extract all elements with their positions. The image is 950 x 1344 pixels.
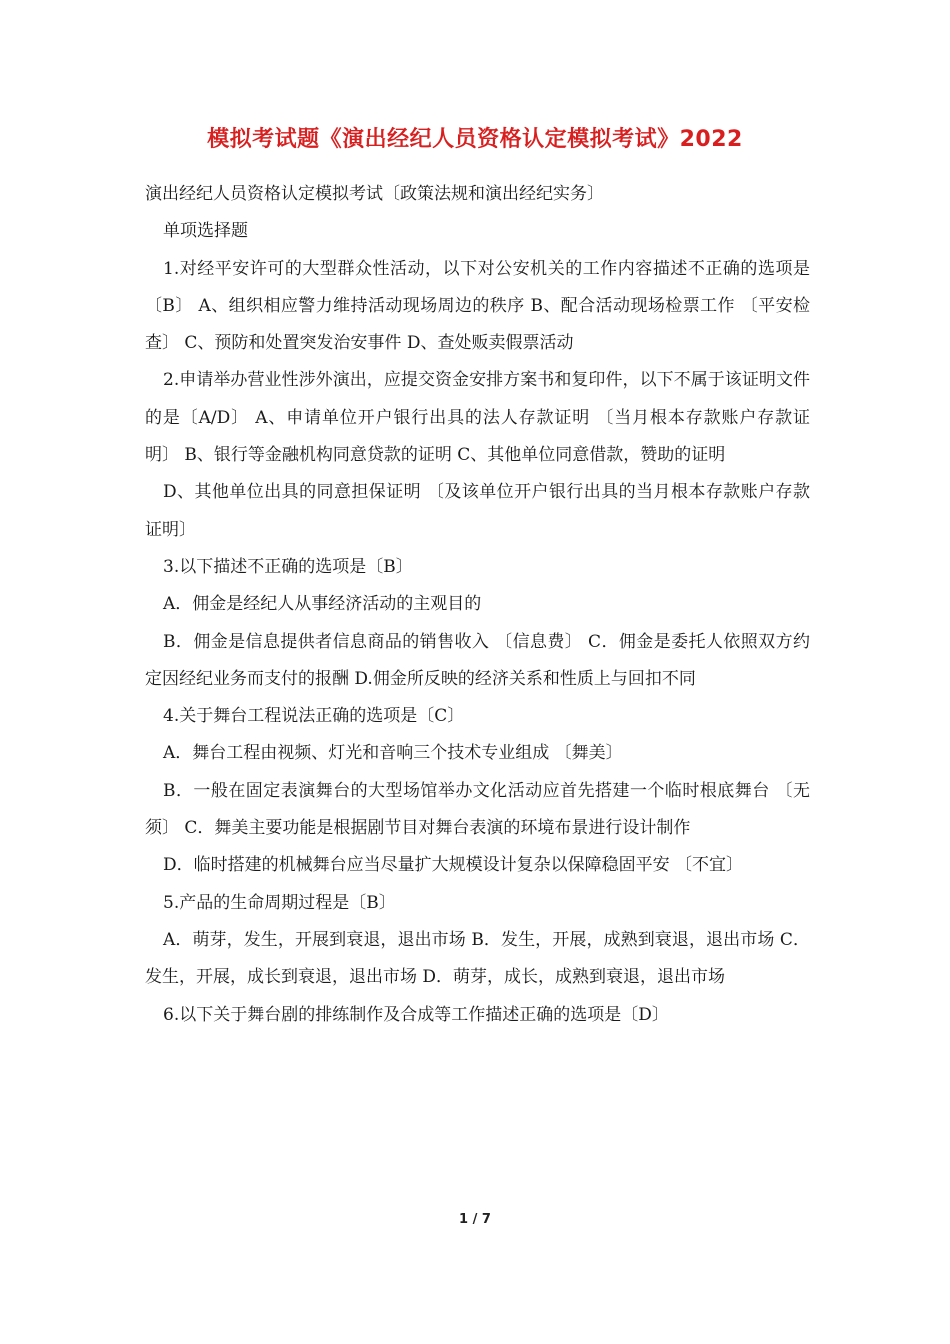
paragraph-question-5-options: A．萌芽，发生，开展到衰退，退出市场 B．发生，开展，成熟到衰退，退出市场 C．发生，开展，成长到衰退，退出市场 D．萌芽，成长，成熟到衰退，退出市场 [145, 929, 810, 988]
paragraph-question-1: 1.对经平安许可的大型群众性活动，以下对公安机关的工作内容描述不正确的选项是〔B〕 A、组织相应警力维持活动现场周边的秩序 B、配合活动现场检票工作 〔平安检查〕 C、预防和处置突发治安事件 D、查处贩卖假票活动 [145, 258, 810, 354]
paragraph-subtitle: 演出经纪人员资格认定模拟考试〔政策法规和演出经纪实务〕 [145, 184, 604, 204]
paragraph-question-4-options-bc: B．一般在固定表演舞台的大型场馆举办文化活动应首先搭建一个临时根底舞台 〔无须〕 C．舞美主要功能是根据剧节目对舞台表演的环境布景进行设计制作 [145, 780, 810, 839]
paragraph-question-3: 3.以下描述不正确的选项是〔B〕 [163, 556, 413, 577]
paragraph-question-2: 2.申请举办营业性涉外演出，应提交资金安排方案书和复印件，以下不属于该证明文件的是〔A/D〕 A、申请单位开户银行出具的法人存款证明 〔当月根本存款账户存款证明〕 B、银行等金融机构同意贷款的证明 C、其他单位同意借款，赞助的证明 [145, 370, 810, 466]
paragraph-question-3-option-a: A．佣金是经纪人从事经济活动的主观目的 [163, 594, 482, 615]
paragraph-section-heading: 单项选择题 [163, 221, 248, 242]
document-title: 模拟考试题《演出经纪人员资格认定模拟考试》2022 [207, 127, 743, 152]
paragraph-question-5: 5.产品的生命周期过程是〔B〕 [163, 892, 396, 913]
paragraph-question-4-option-d: D．临时搭建的机械舞台应当尽量扩大规模设计复杂以保障稳固平安 〔不宜〕 [163, 855, 744, 876]
paragraph-question-2-option-d: D、其他单位出具的同意担保证明 〔及该单位开户银行出具的当月根本存款账户存款证明〕 [145, 482, 810, 540]
paragraph-question-3-options-bcd: B．佣金是信息提供者信息商品的销售收入 〔信息费〕 C．佣金是委托人依照双方约定因经纪业务而支付的报酬 D.佣金所反映的经济关系和性质上与回扣不同 [145, 631, 810, 689]
document-body [145, 176, 810, 1034]
page-indicator: 1 / 7 [459, 1212, 491, 1227]
paragraph-question-4-option-a: A．舞台工程由视频、灯光和音响三个技术专业组成 〔舞美〕 [163, 743, 623, 764]
paragraph-question-6: 6.以下关于舞台剧的排练制作及合成等工作描述正确的选项是〔D〕 [163, 1004, 669, 1025]
paragraph-question-4: 4.关于舞台工程说法正确的选项是〔C〕 [163, 706, 465, 727]
